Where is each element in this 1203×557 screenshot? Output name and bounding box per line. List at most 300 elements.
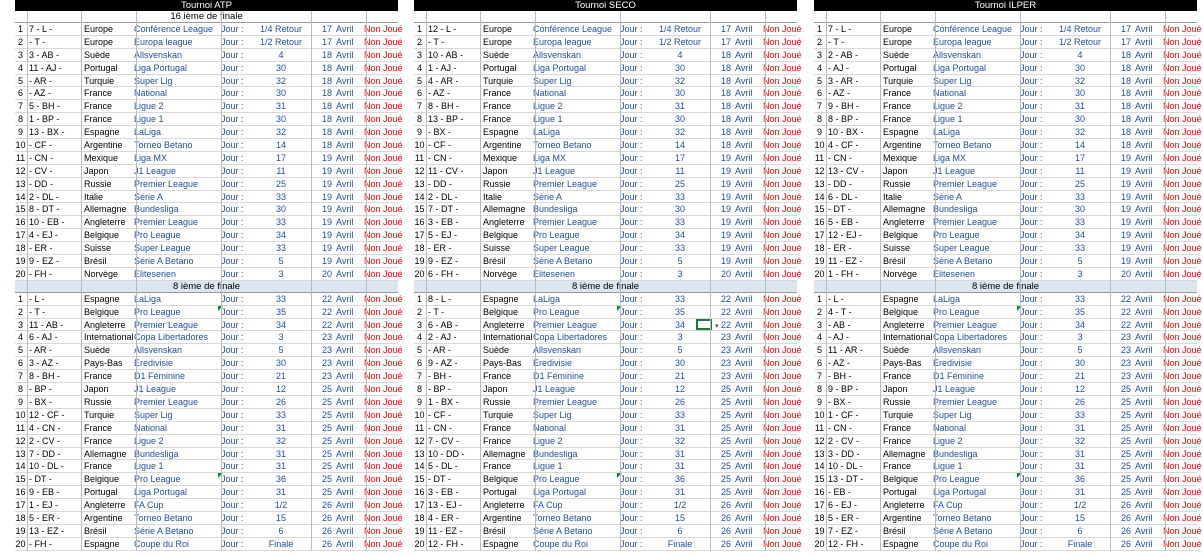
match-status: Non Joué: [364, 152, 403, 163]
table-row[interactable]: [814, 229, 1202, 242]
league-name: Premier League: [933, 396, 998, 407]
team-code: 5 - BH -: [29, 101, 61, 112]
table-row[interactable]: [414, 293, 802, 306]
row-number: 9: [816, 127, 822, 138]
day: 25: [321, 461, 332, 472]
match-status: Non Joué: [1163, 204, 1202, 215]
jour-label: Jour :: [1020, 178, 1043, 189]
row-number: 4: [816, 62, 822, 73]
team-code: - FH -: [29, 268, 52, 279]
country: Suède: [883, 49, 910, 60]
table-row[interactable]: [414, 473, 802, 486]
table-row[interactable]: [15, 422, 403, 435]
row-number: 19: [414, 525, 425, 536]
table-row[interactable]: [15, 331, 403, 344]
table-row[interactable]: [814, 75, 1202, 88]
team-code: 1 - EJ -: [29, 500, 59, 511]
table-row[interactable]: [814, 486, 1202, 499]
table-row[interactable]: [15, 75, 403, 88]
country: Espagne: [883, 127, 919, 138]
month: Avril: [1135, 36, 1153, 47]
table-row[interactable]: [414, 36, 802, 49]
league-name: Bundesliga: [533, 204, 578, 215]
league-name: D1 Féminine: [933, 371, 985, 382]
table-row[interactable]: [814, 178, 1202, 191]
table-row[interactable]: [814, 473, 1202, 486]
match-status: Non Joué: [364, 512, 403, 523]
table-row[interactable]: [414, 357, 802, 370]
table-row[interactable]: [414, 344, 802, 357]
table-row[interactable]: [814, 126, 1202, 139]
jour-label: Jour :: [221, 422, 244, 433]
team-code: - BX -: [828, 396, 852, 407]
match-status: Non Joué: [1163, 461, 1202, 472]
table-row[interactable]: [15, 538, 403, 551]
section-16eme: [414, 11, 802, 281]
match-status: Non Joué: [364, 525, 403, 536]
table-row[interactable]: [414, 87, 802, 100]
table-row[interactable]: [414, 62, 802, 75]
team-code: 8 - L -: [428, 293, 452, 304]
day: 18: [720, 62, 731, 73]
day: 22: [321, 306, 332, 317]
table-row[interactable]: [814, 499, 1202, 512]
match-status: Non Joué: [1163, 75, 1202, 86]
row-number: 1: [17, 24, 23, 34]
table-row[interactable]: [15, 512, 403, 525]
month: Avril: [336, 332, 354, 343]
month: Avril: [735, 358, 753, 369]
match-status: Non Joué: [763, 332, 802, 343]
table-row[interactable]: [414, 242, 802, 255]
table-row[interactable]: [15, 203, 403, 216]
table-row[interactable]: [15, 383, 403, 396]
table-row[interactable]: [414, 383, 802, 396]
table-row[interactable]: [414, 203, 802, 216]
table-row[interactable]: [15, 525, 403, 538]
month: Avril: [1135, 88, 1153, 99]
country: France: [883, 422, 912, 433]
table-row[interactable]: [15, 370, 403, 383]
day: 25: [1120, 422, 1131, 433]
table-row[interactable]: [414, 229, 802, 242]
table-row[interactable]: [15, 126, 403, 139]
table-row[interactable]: [814, 460, 1202, 473]
table-row[interactable]: [814, 512, 1202, 525]
table-row[interactable]: [15, 255, 403, 268]
jour-value: 31: [275, 448, 286, 459]
row-number: 5: [416, 75, 422, 86]
table-row[interactable]: [414, 422, 802, 435]
row-number: 10: [15, 409, 26, 420]
jour-label: Jour :: [1020, 538, 1043, 549]
match-status: Non Joué: [763, 306, 802, 317]
day: 19: [720, 230, 731, 241]
team-code: - CF -: [428, 140, 451, 151]
country: Suisse: [883, 243, 911, 254]
table-row[interactable]: [814, 203, 1202, 216]
jour-value: 33: [275, 217, 286, 228]
table-row[interactable]: [814, 100, 1202, 113]
match-status: Non Joué: [763, 512, 802, 523]
row-number: 18: [414, 512, 425, 523]
day: 25: [1120, 474, 1131, 485]
league-name: National: [533, 88, 567, 99]
table-row[interactable]: [814, 255, 1202, 268]
table-row[interactable]: [15, 229, 403, 242]
table-row[interactable]: [15, 435, 403, 448]
jour-label: Jour :: [221, 396, 244, 407]
jour-value: 17: [275, 152, 286, 163]
table-row[interactable]: [15, 216, 403, 229]
team-code: 6 - DL -: [828, 191, 858, 202]
month: Avril: [336, 88, 354, 99]
table-row[interactable]: [814, 319, 1202, 332]
row-number: 13: [414, 178, 425, 189]
month: Avril: [735, 448, 753, 459]
league-name: Super Lig: [533, 75, 572, 86]
table-row[interactable]: [414, 448, 802, 461]
jour-value: 36: [275, 474, 286, 485]
row-number: 11: [414, 422, 425, 433]
table-row[interactable]: [414, 191, 802, 204]
row-number: 12: [414, 165, 425, 176]
table-row[interactable]: [414, 23, 802, 36]
table-row[interactable]: [15, 499, 403, 512]
table-row[interactable]: [814, 113, 1202, 126]
jour-label: Jour :: [1020, 204, 1043, 215]
table-row[interactable]: [414, 306, 802, 319]
table-row[interactable]: [15, 62, 403, 75]
jour-label: Jour :: [620, 101, 643, 112]
jour-label: Jour :: [1020, 191, 1043, 202]
jour-label: Jour :: [221, 512, 244, 523]
table-row[interactable]: [814, 306, 1202, 319]
table-row[interactable]: [414, 165, 802, 178]
day: 18: [1120, 88, 1131, 99]
day: 18: [720, 114, 731, 125]
table-row[interactable]: [414, 499, 802, 512]
match-status: Non Joué: [1163, 114, 1202, 125]
match-status: Non Joué: [364, 114, 403, 125]
jour-label: Jour :: [221, 474, 244, 485]
team-code: 12 - FH -: [828, 538, 864, 549]
jour-value: 1/2 Retour: [259, 36, 303, 47]
table-row[interactable]: [814, 87, 1202, 100]
league-name: Eredivisie: [533, 358, 573, 369]
table-row[interactable]: [414, 100, 802, 113]
row-number: 10: [15, 140, 26, 151]
country: Turquie: [883, 409, 914, 420]
row-number: 19: [814, 256, 825, 267]
table-row[interactable]: [814, 62, 1202, 75]
month: Avril: [1135, 293, 1153, 304]
jour-label: Jour :: [620, 345, 643, 356]
jour-label: Jour :: [221, 435, 244, 446]
table-row[interactable]: [414, 331, 802, 344]
table-row[interactable]: [414, 525, 802, 538]
day: 19: [720, 191, 731, 202]
table-row[interactable]: [15, 100, 403, 113]
country: Mexique: [883, 152, 918, 163]
day: 18: [720, 88, 731, 99]
league-name: FA Cup: [134, 500, 164, 511]
table-row[interactable]: [15, 165, 403, 178]
league-name: Pro League: [134, 230, 181, 241]
league-name: Allsvenskan: [134, 49, 183, 60]
league-name: Premier League: [933, 319, 998, 330]
day: 19: [720, 204, 731, 215]
team-code: - BH -: [428, 371, 452, 382]
league-name: FA Cup: [533, 500, 563, 511]
table-row[interactable]: [814, 435, 1202, 448]
table-row[interactable]: [814, 139, 1202, 152]
match-status: Non Joué: [1163, 127, 1202, 138]
table-row[interactable]: [15, 473, 403, 486]
jour-value: 31: [674, 448, 685, 459]
day: 22: [1120, 319, 1131, 330]
autofill-options-icon[interactable]: ▾: [715, 322, 719, 330]
table-row[interactable]: [15, 306, 403, 319]
table-row[interactable]: [414, 370, 802, 383]
table-row[interactable]: [15, 396, 403, 409]
table-row[interactable]: [814, 344, 1202, 357]
match-status: Non Joué: [364, 204, 403, 215]
jour-value: 31: [1074, 101, 1085, 112]
day: 18: [720, 140, 731, 151]
team-code: 5 - ER -: [828, 512, 860, 523]
table-row[interactable]: [414, 178, 802, 191]
table-row[interactable]: [414, 49, 802, 62]
table-row[interactable]: [15, 178, 403, 191]
league-name: Pro League: [134, 474, 181, 485]
league-name: D1 Féminine: [533, 371, 585, 382]
match-status: Non Joué: [763, 24, 802, 34]
month: Avril: [735, 435, 753, 446]
country: Suède: [883, 345, 910, 356]
day: 25: [720, 448, 731, 459]
row-number: 20: [15, 538, 26, 549]
country: Angleterre: [483, 500, 525, 511]
jour-value: 21: [1074, 371, 1085, 382]
match-status: Non Joué: [364, 62, 403, 73]
table-row[interactable]: [15, 344, 403, 357]
table-row[interactable]: [414, 75, 802, 88]
match-status: Non Joué: [364, 191, 403, 202]
jour-value: 33: [1074, 191, 1085, 202]
table-row[interactable]: [814, 242, 1202, 255]
league-name: Série A Betano: [134, 525, 194, 536]
country: Angleterre: [883, 500, 925, 511]
table-row[interactable]: [15, 87, 403, 100]
league-name: Conférence League: [533, 24, 613, 34]
table-row[interactable]: [15, 23, 403, 36]
table-row[interactable]: [15, 49, 403, 62]
month: Avril: [735, 152, 753, 163]
table-row[interactable]: [814, 23, 1202, 36]
table-row[interactable]: [414, 113, 802, 126]
country: Italie: [883, 191, 903, 202]
month: Avril: [1135, 75, 1153, 86]
league-name: Coupe du Roi: [533, 538, 589, 549]
league-name: Bundesliga: [134, 448, 179, 459]
table-row[interactable]: [15, 357, 403, 370]
jour-value: 36: [1074, 474, 1085, 485]
jour-label: Jour :: [1020, 256, 1043, 267]
month: Avril: [735, 230, 753, 241]
row-number: 17: [414, 500, 425, 511]
jour-value: 14: [275, 140, 286, 151]
table-row[interactable]: [414, 460, 802, 473]
table-row[interactable]: [15, 448, 403, 461]
table-row[interactable]: [414, 319, 802, 332]
row-number: 3: [416, 49, 422, 60]
table-row[interactable]: [414, 268, 802, 281]
jour-value: 5: [1077, 256, 1083, 267]
country: France: [483, 461, 512, 472]
table-row[interactable]: [814, 538, 1202, 551]
day: 23: [1120, 345, 1131, 356]
country: Norvège: [84, 268, 119, 279]
team-code: 13 - DT -: [828, 474, 864, 485]
jour-label: Jour :: [620, 256, 643, 267]
team-code: - BX -: [428, 127, 452, 138]
table-row[interactable]: [15, 409, 403, 422]
match-status: Non Joué: [1163, 165, 1202, 176]
day: 18: [321, 88, 332, 99]
panel-title: Tournoi ILPER: [814, 0, 1197, 11]
table-row[interactable]: [15, 36, 403, 49]
section-16eme: [15, 11, 403, 281]
jour-label: Jour :: [1020, 152, 1043, 163]
jour-value: 30: [275, 62, 286, 73]
team-code: 4 - EJ -: [29, 230, 59, 241]
month: Avril: [1135, 268, 1153, 279]
table-row[interactable]: [814, 268, 1202, 281]
table-row[interactable]: [814, 165, 1202, 178]
table-row[interactable]: [814, 409, 1202, 422]
country: Europe: [483, 36, 513, 47]
table-row[interactable]: [414, 126, 802, 139]
column-divider: [620, 11, 621, 551]
table-row[interactable]: [15, 319, 403, 332]
country: France: [883, 371, 912, 382]
row-number: 16: [15, 217, 26, 228]
league-name: Pro League: [533, 474, 580, 485]
table-row[interactable]: [15, 113, 403, 126]
league-name: Ligue 2: [933, 435, 963, 446]
country: Espagne: [84, 127, 120, 138]
table-row[interactable]: [814, 370, 1202, 383]
country: Turquie: [84, 409, 115, 420]
match-status: Non Joué: [1163, 49, 1202, 60]
table-row[interactable]: [414, 409, 802, 422]
jour-label: Jour :: [1020, 217, 1043, 228]
table-row[interactable]: [814, 396, 1202, 409]
day: 23: [321, 332, 332, 343]
table-row[interactable]: [414, 538, 802, 551]
table-row[interactable]: [814, 422, 1202, 435]
jour-label: Jour :: [1020, 448, 1043, 459]
table-row[interactable]: [15, 242, 403, 255]
table-row[interactable]: [15, 460, 403, 473]
day: 17: [321, 24, 332, 34]
country: Europe: [483, 24, 513, 34]
table-row[interactable]: [15, 268, 403, 281]
match-status: Non Joué: [1163, 538, 1202, 549]
table-row[interactable]: [414, 216, 802, 229]
country: Pays-Bas: [483, 358, 522, 369]
row-number: 6: [416, 88, 422, 99]
table-row[interactable]: [15, 293, 403, 306]
section-title: 8 ième de finale: [414, 281, 797, 293]
table-row[interactable]: [814, 152, 1202, 165]
table-row[interactable]: [414, 255, 802, 268]
month: Avril: [336, 24, 354, 34]
country: France: [84, 422, 113, 433]
table-row[interactable]: [814, 383, 1202, 396]
team-code: 13 - BP -: [428, 114, 464, 125]
country: Belgique: [84, 230, 120, 241]
table-row[interactable]: [414, 152, 802, 165]
row-number: 9: [416, 396, 422, 407]
country: Europe: [84, 36, 114, 47]
table-row[interactable]: [15, 139, 403, 152]
table-row[interactable]: [15, 486, 403, 499]
table-row[interactable]: [814, 331, 1202, 344]
month: Avril: [1135, 306, 1153, 317]
table-row[interactable]: [414, 396, 802, 409]
match-status: Non Joué: [364, 230, 403, 241]
table-row[interactable]: [15, 191, 403, 204]
table-row[interactable]: [814, 49, 1202, 62]
table-row[interactable]: [814, 216, 1202, 229]
table-row[interactable]: [15, 152, 403, 165]
table-row[interactable]: [414, 139, 802, 152]
jour-value: 33: [1074, 293, 1085, 304]
match-status: Non Joué: [364, 474, 403, 485]
row-number: 9: [416, 127, 422, 138]
month: Avril: [1135, 191, 1153, 202]
table-row[interactable]: [814, 191, 1202, 204]
jour-label: Jour :: [620, 140, 643, 151]
table-row[interactable]: [814, 357, 1202, 370]
month: Avril: [735, 24, 753, 34]
match-status: Non Joué: [763, 435, 802, 446]
month: Avril: [735, 49, 753, 60]
month: Avril: [336, 243, 354, 254]
day: 25: [1120, 461, 1131, 472]
table-row[interactable]: [814, 293, 1202, 306]
table-row[interactable]: [814, 525, 1202, 538]
table-row[interactable]: [414, 486, 802, 499]
month: Avril: [1135, 49, 1153, 60]
table-row[interactable]: [814, 36, 1202, 49]
match-status: Non Joué: [763, 525, 802, 536]
league-name: J1 League: [533, 165, 576, 176]
month: Avril: [735, 178, 753, 189]
table-row[interactable]: [414, 435, 802, 448]
table-row[interactable]: [414, 512, 802, 525]
league-name: Conférence League: [134, 24, 214, 34]
team-code: 7 - L -: [29, 24, 53, 34]
row-number: 17: [15, 230, 26, 241]
table-row[interactable]: [814, 448, 1202, 461]
match-status: Non Joué: [1163, 293, 1202, 304]
month: Avril: [336, 358, 354, 369]
row-number: 12: [15, 165, 26, 176]
league-name: Super Lig: [933, 75, 972, 86]
